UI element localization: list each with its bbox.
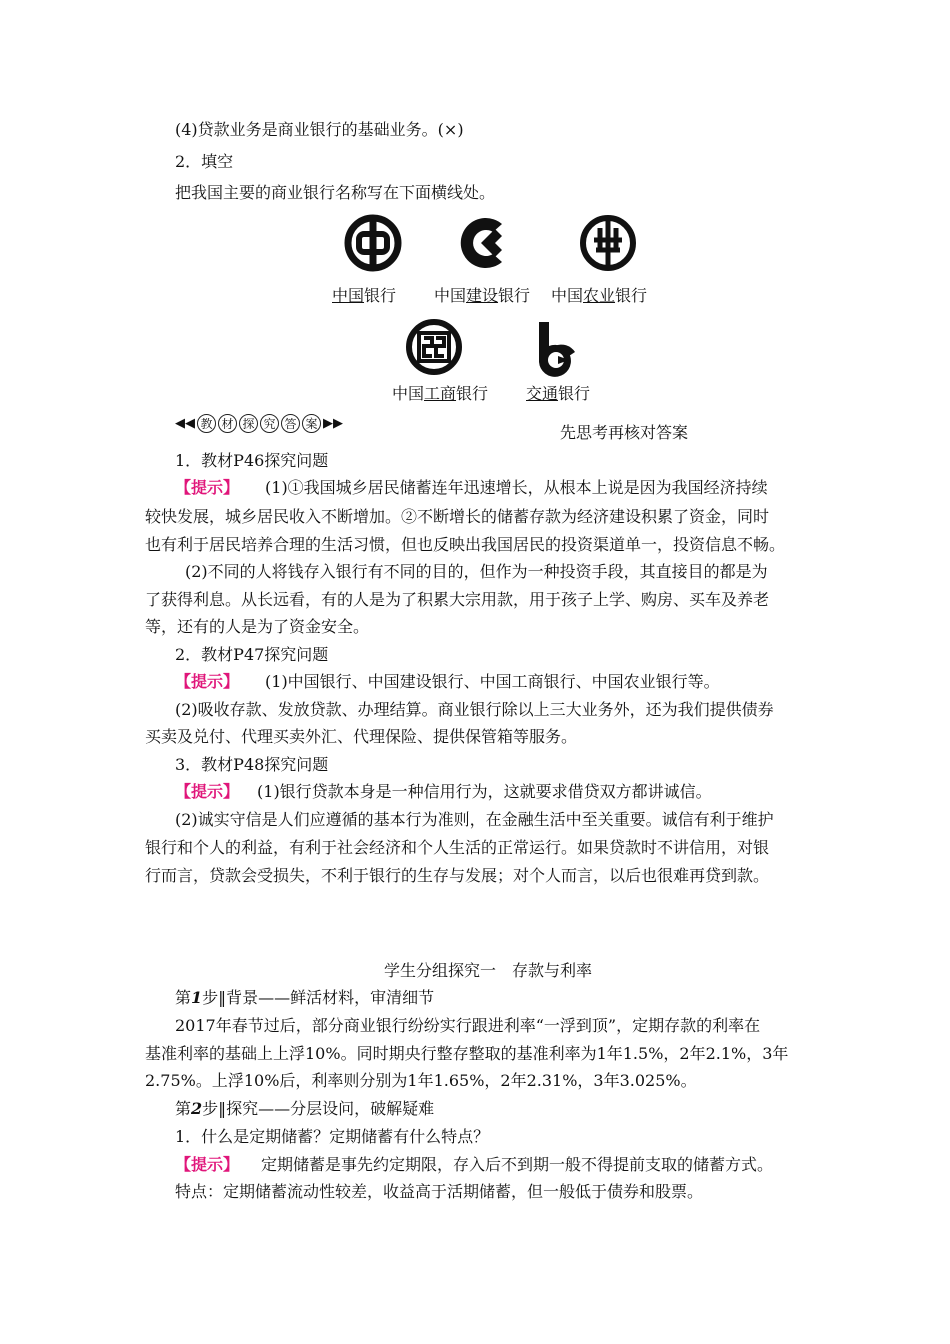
- explore-3-line-4: 行而言，贷款会受损失，不利于银行的生存与发展；对个人而言，以后也很难再贷到款。: [145, 866, 770, 885]
- tip-label: 【提示】: [175, 672, 240, 691]
- group-answer-1b: 特点：定期储蓄流动性较差，收益高于活期储蓄，但一般低于债券和股票。: [175, 1182, 704, 1201]
- agricultural-bank-logo: [576, 210, 640, 274]
- banner-char: 答: [281, 414, 300, 433]
- bank-caption-4: [526, 384, 590, 404]
- step-1-number: 1: [191, 988, 203, 1007]
- banner-char: 案: [302, 414, 321, 433]
- tip-label: 【提示】: [175, 478, 240, 497]
- explore-1-line-1: [175, 478, 768, 498]
- bank-0-blank: 中国: [332, 286, 365, 305]
- explore-2-title: 2．教材P47探究问题: [175, 645, 329, 664]
- explore-3-title: 3．教材P48探究问题: [175, 755, 329, 774]
- explore-1-line-2: 较快发展，城乡居民收入不断增加。②不断增长的储蓄存款为经济建设积累了资金，同时: [145, 507, 770, 526]
- explore-1-title: 1．教材P46探究问题: [175, 451, 329, 470]
- bank-of-communications-logo: [525, 316, 587, 378]
- step-2-number: 2: [191, 1099, 203, 1118]
- explore-2-line-2: (2)吸收存款、发放贷款、办理结算。商业银行除以上三大业务外，还为我们提供债券: [175, 700, 774, 719]
- banner-char: 探: [239, 414, 258, 433]
- step-2-pre: 第: [175, 1099, 192, 1118]
- explore-1-line-3: 也有利于居民培养合理的生活习惯，但也反映出我国居民的投资渠道单一，投资信息不畅。: [145, 535, 786, 554]
- explore-1-line-6: 等，还有的人是为了资金安全。: [145, 617, 370, 636]
- step-2-line: [175, 1099, 434, 1119]
- question-2-prompt: 把我国主要的商业银行名称写在下面横线处。: [175, 183, 496, 202]
- group-answer-1-text: 定期储蓄是事先约定期限，存入后不到期一般不得提前支取的储蓄方式。: [261, 1155, 774, 1174]
- item-4-line: (4)贷款业务是商业银行的基础业务。(×): [175, 120, 464, 139]
- explore-1-line-4: (2)不同的人将钱存入银行有不同的目的，但作为一种投资手段，其直接目的都是为: [185, 562, 768, 581]
- bank-caption-0: [332, 286, 396, 306]
- china-construction-bank-logo: [455, 212, 517, 274]
- explore-1-line-5: 了获得利息。从长远看，有的人是为了积累大宗用款，用于孩子上学、购房、买车及养老: [145, 590, 770, 609]
- explore-2-line-3: 买卖及兑付、代理买卖外汇、代理保险、提供保管箱等服务。: [145, 727, 578, 746]
- group-heading: 学生分组探究一 存款与利率: [384, 961, 593, 980]
- explore-1-text: (1)①我国城乡居民储蓄连年迅速增长，从根本上说是因为我国经济持续: [265, 478, 768, 497]
- bank-4-suffix: 银行: [558, 384, 591, 403]
- group-para-3: 2.75%。上浮10%后，利率则分别为1年1.65%，2年2.31%，3年3.025%。: [145, 1071, 697, 1090]
- explore-3-line-1: [175, 782, 712, 802]
- step-1-line: [175, 988, 434, 1008]
- section-banner: [175, 414, 343, 433]
- icbc-logo: [403, 316, 465, 378]
- bank-1-blank: 建设: [466, 286, 499, 305]
- banner-char: 材: [218, 414, 237, 433]
- explore-2-text: (1)中国银行、中国建设银行、中国工商银行、中国农业银行等。: [265, 672, 720, 691]
- bank-3-suffix: 银行: [456, 384, 489, 403]
- bank-1-prefix: 中国: [434, 286, 467, 305]
- tip-label: 【提示】: [175, 782, 240, 801]
- explore-2-line-1: [175, 672, 720, 692]
- explore-3-line-3: 银行和个人的利益，有利于社会经济和个人生活的正常运行。如果贷款时不讲信用，对银: [145, 838, 770, 857]
- tip-label: 【提示】: [175, 1155, 240, 1174]
- bank-0-suffix: 银行: [364, 286, 397, 305]
- bank-caption-3: [392, 384, 488, 404]
- step-1-pre: 第: [175, 988, 192, 1007]
- group-para-2: 基准利率的基础上上浮10%。同时期央行整存整取的基准利率为1年1.5%，2年2.1%，3年: [145, 1044, 789, 1063]
- bank-3-prefix: 中国: [392, 384, 425, 403]
- bank-caption-1: [434, 286, 530, 306]
- bank-of-china-logo: [342, 212, 404, 274]
- bank-2-prefix: 中国: [551, 286, 584, 305]
- double-left-arrow-icon: ◀◀: [175, 416, 195, 431]
- banner-subtitle: 先思考再核对答案: [560, 423, 689, 442]
- explore-3-line-2: (2)诚实守信是人们应遵循的基本行为准则，在金融生活中至关重要。诚信有利于维护: [175, 810, 774, 829]
- banner-char: 教: [197, 414, 216, 433]
- bank-2-blank: 农业: [583, 286, 616, 305]
- bank-1-suffix: 银行: [498, 286, 531, 305]
- explore-3-text: (1)银行贷款本身是一种信用行为，这就要求借贷双方都讲诚信。: [257, 782, 712, 801]
- bank-caption-2: [551, 286, 647, 306]
- double-right-arrow-icon: ▶▶: [323, 416, 343, 431]
- bank-2-suffix: 银行: [615, 286, 648, 305]
- bank-4-blank: 交通: [526, 384, 559, 403]
- step-2-text: 步‖探究——分层设问，破解疑难: [202, 1099, 435, 1118]
- step-1-text: 步‖背景——鲜活材料，审清细节: [202, 988, 435, 1007]
- banner-char: 究: [260, 414, 279, 433]
- group-question-1: 1．什么是定期储蓄？定期储蓄有什么特点？: [175, 1127, 490, 1146]
- group-para-1: 2017年春节过后，部分商业银行纷纷实行跟进利率“一浮到顶”，定期存款的利率在: [175, 1016, 761, 1035]
- group-answer-1: [175, 1155, 773, 1175]
- question-2-title: 2．填空: [175, 152, 234, 171]
- bank-3-blank: 工商: [424, 384, 457, 403]
